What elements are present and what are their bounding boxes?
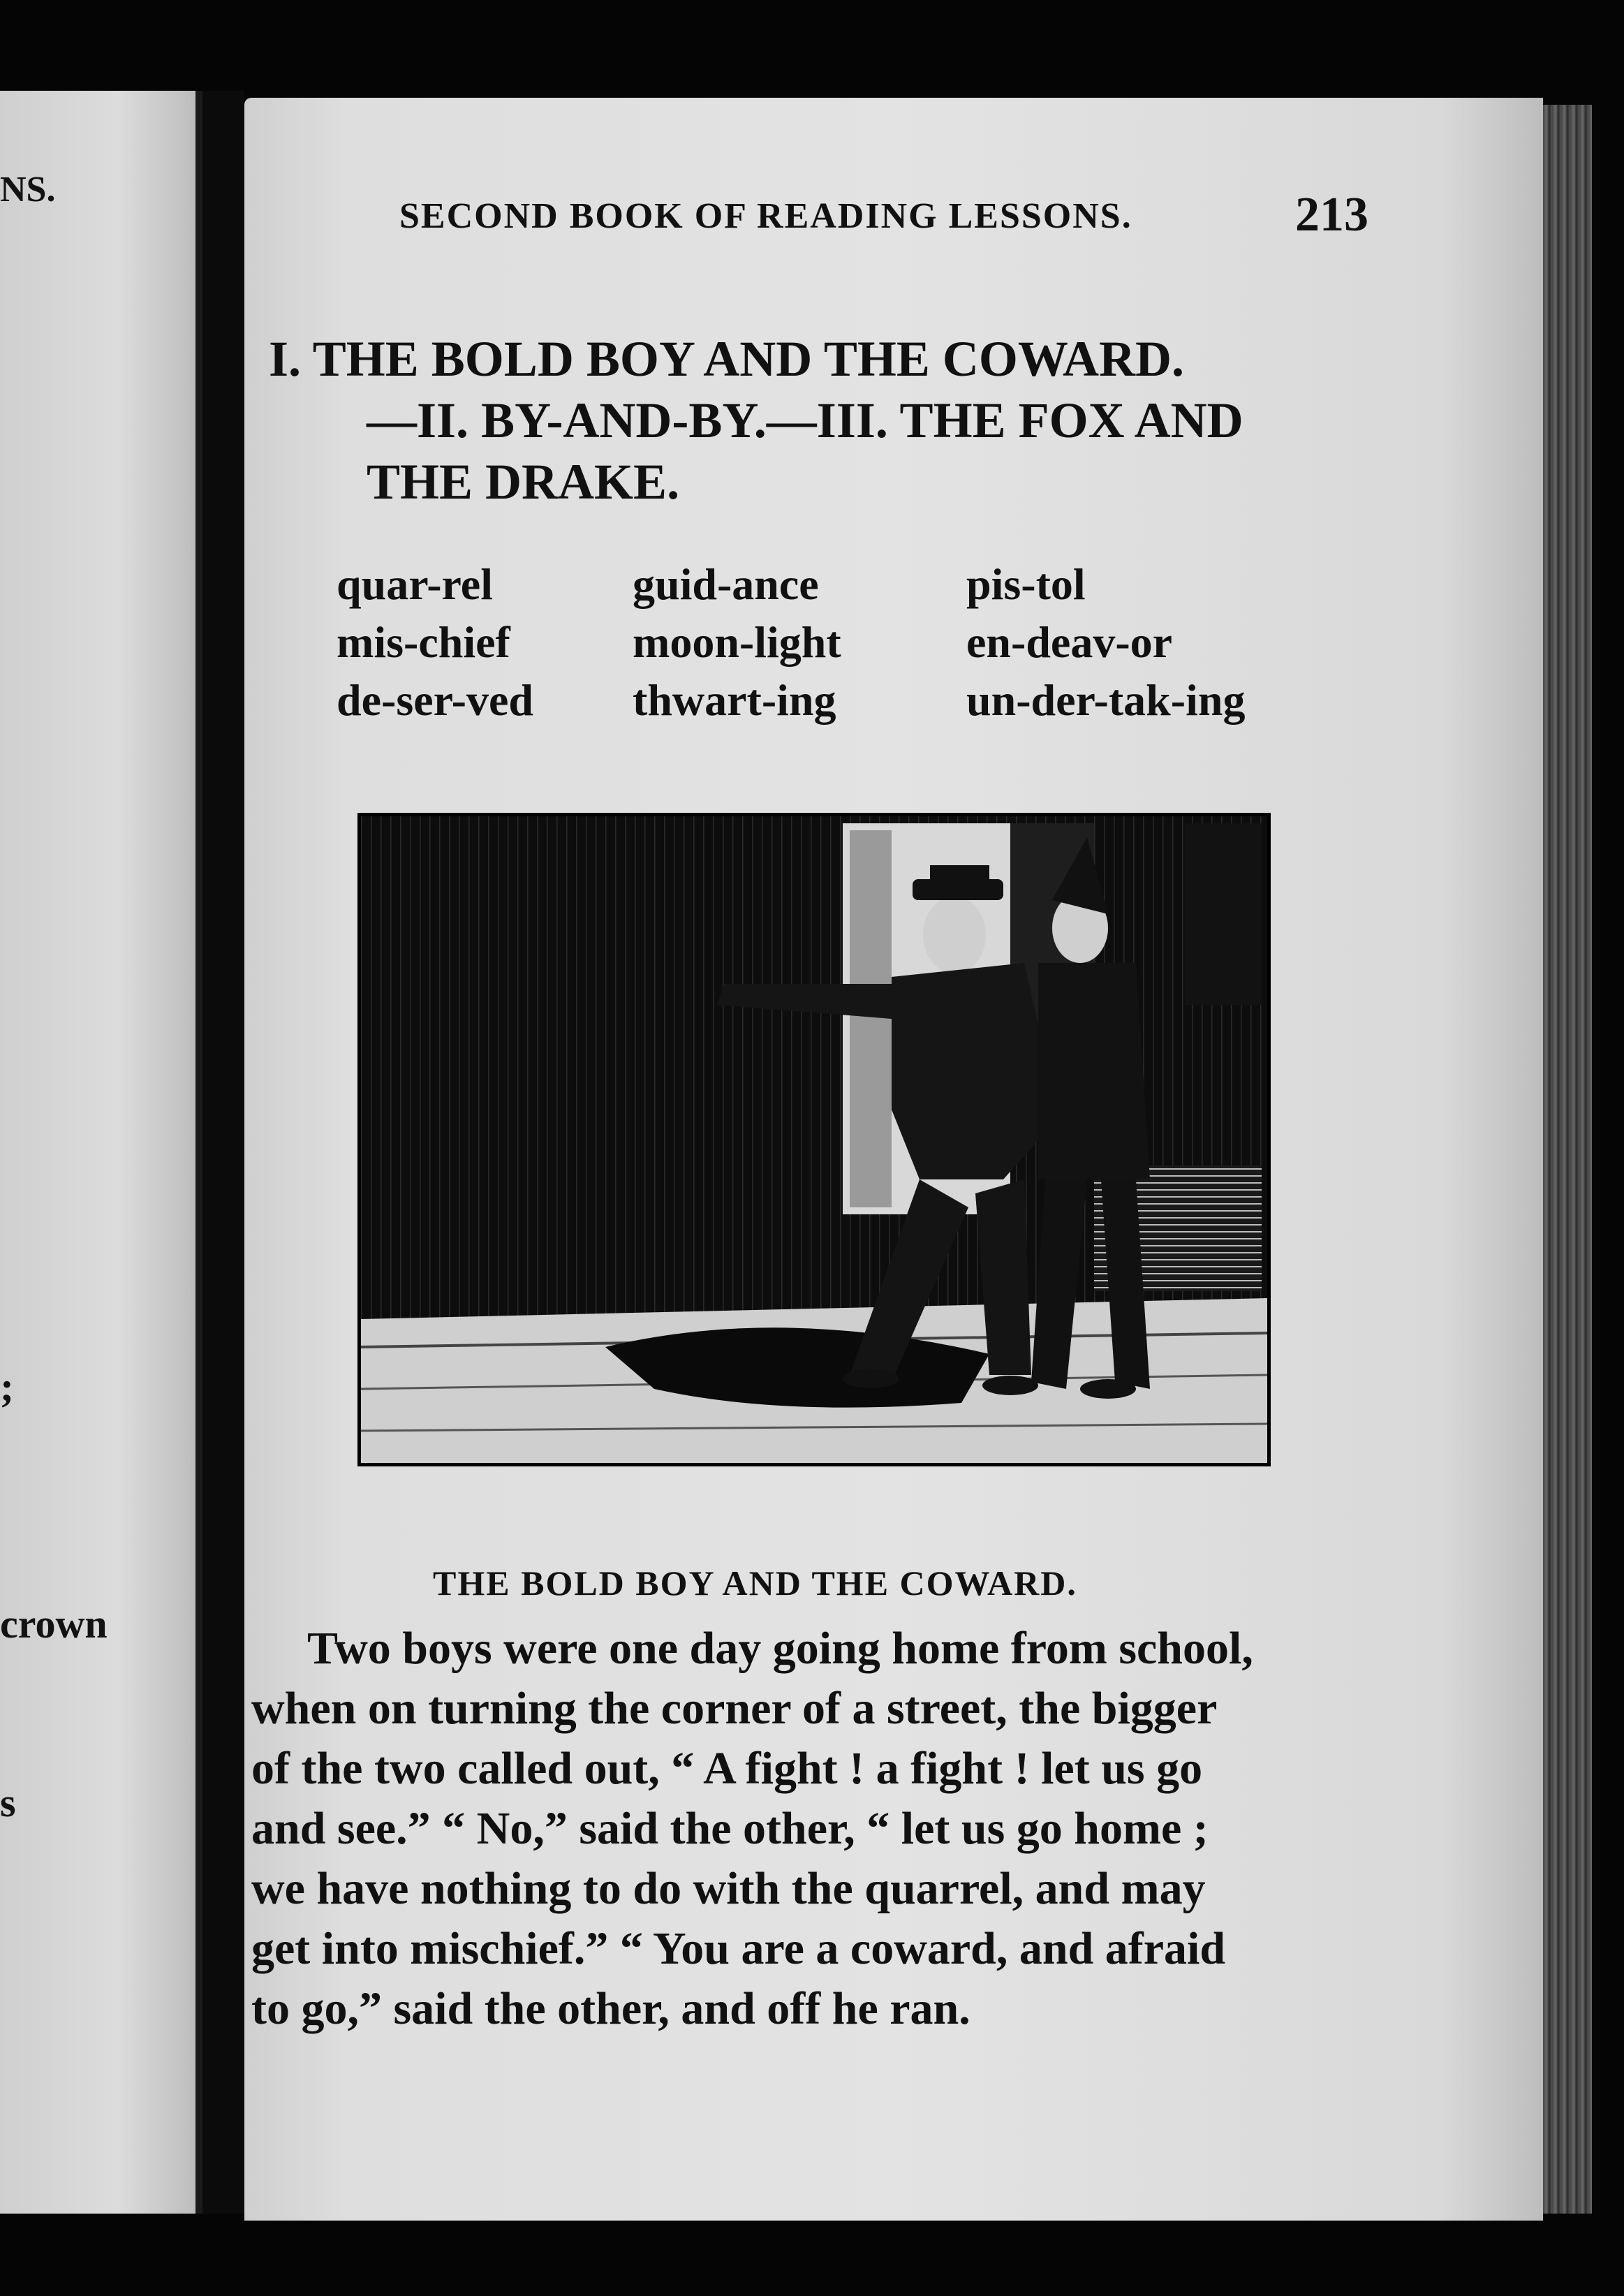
vocab-column-2	[633, 555, 841, 729]
body-line: Two boys were one day going home from school,	[307, 1623, 1253, 1674]
body-line: we have nothing to do with the quarrel, and may	[251, 1863, 1206, 1914]
body-line: when on turning the corner of a street, the bigger	[251, 1683, 1218, 1734]
vocab-word: thwart-ing	[633, 675, 836, 725]
section-title: THE BOLD BOY AND THE COWARD.	[433, 1563, 1077, 1603]
vocab-word: guid-ance	[633, 559, 819, 609]
lesson-illustration	[357, 813, 1271, 1466]
body-line: get into mischief.” “ You are a coward, and afraid	[251, 1923, 1226, 1974]
body-text	[251, 1619, 1368, 2039]
left-page-fragment: ;	[0, 1364, 14, 1410]
vocab-word: un-der-tak-ing	[966, 675, 1246, 725]
page-edge	[1543, 105, 1592, 2214]
body-line: of the two called out, “ A fight ! a fight ! let us go	[251, 1743, 1203, 1794]
running-head: SECOND BOOK OF READING LESSONS.	[399, 196, 1132, 236]
left-page	[0, 91, 202, 2214]
vocab-word: en-deav-or	[966, 617, 1173, 667]
book-gutter	[202, 91, 244, 2214]
vocab-column-1	[337, 555, 533, 729]
vocab-word: pis-tol	[966, 559, 1086, 609]
vocab-word: mis-chief	[337, 617, 510, 667]
vocab-column-3	[966, 555, 1245, 729]
page-number: 213	[1295, 188, 1368, 242]
left-page-fragment: NS.	[0, 170, 56, 209]
body-line: and see.” “ No,” said the other, “ let us go home ;	[251, 1803, 1209, 1854]
lesson-title-line: —II. BY-AND-BY.—III. THE FOX AND	[367, 392, 1243, 448]
lesson-title-line: I. THE BOLD BOY AND THE COWARD.	[269, 331, 1184, 387]
lesson-title	[269, 328, 1386, 513]
left-page-fragment: s	[0, 1780, 16, 1825]
lesson-title-line: THE DRAKE.	[367, 454, 680, 510]
vocab-word: moon-light	[633, 617, 841, 667]
engraving-image	[361, 816, 1267, 1463]
vocab-word: quar-rel	[337, 559, 493, 609]
left-page-fragment: crown	[0, 1601, 108, 1647]
vocab-word: de-ser-ved	[337, 675, 533, 725]
body-line: to go,” said the other, and off he ran.	[251, 1983, 970, 2034]
